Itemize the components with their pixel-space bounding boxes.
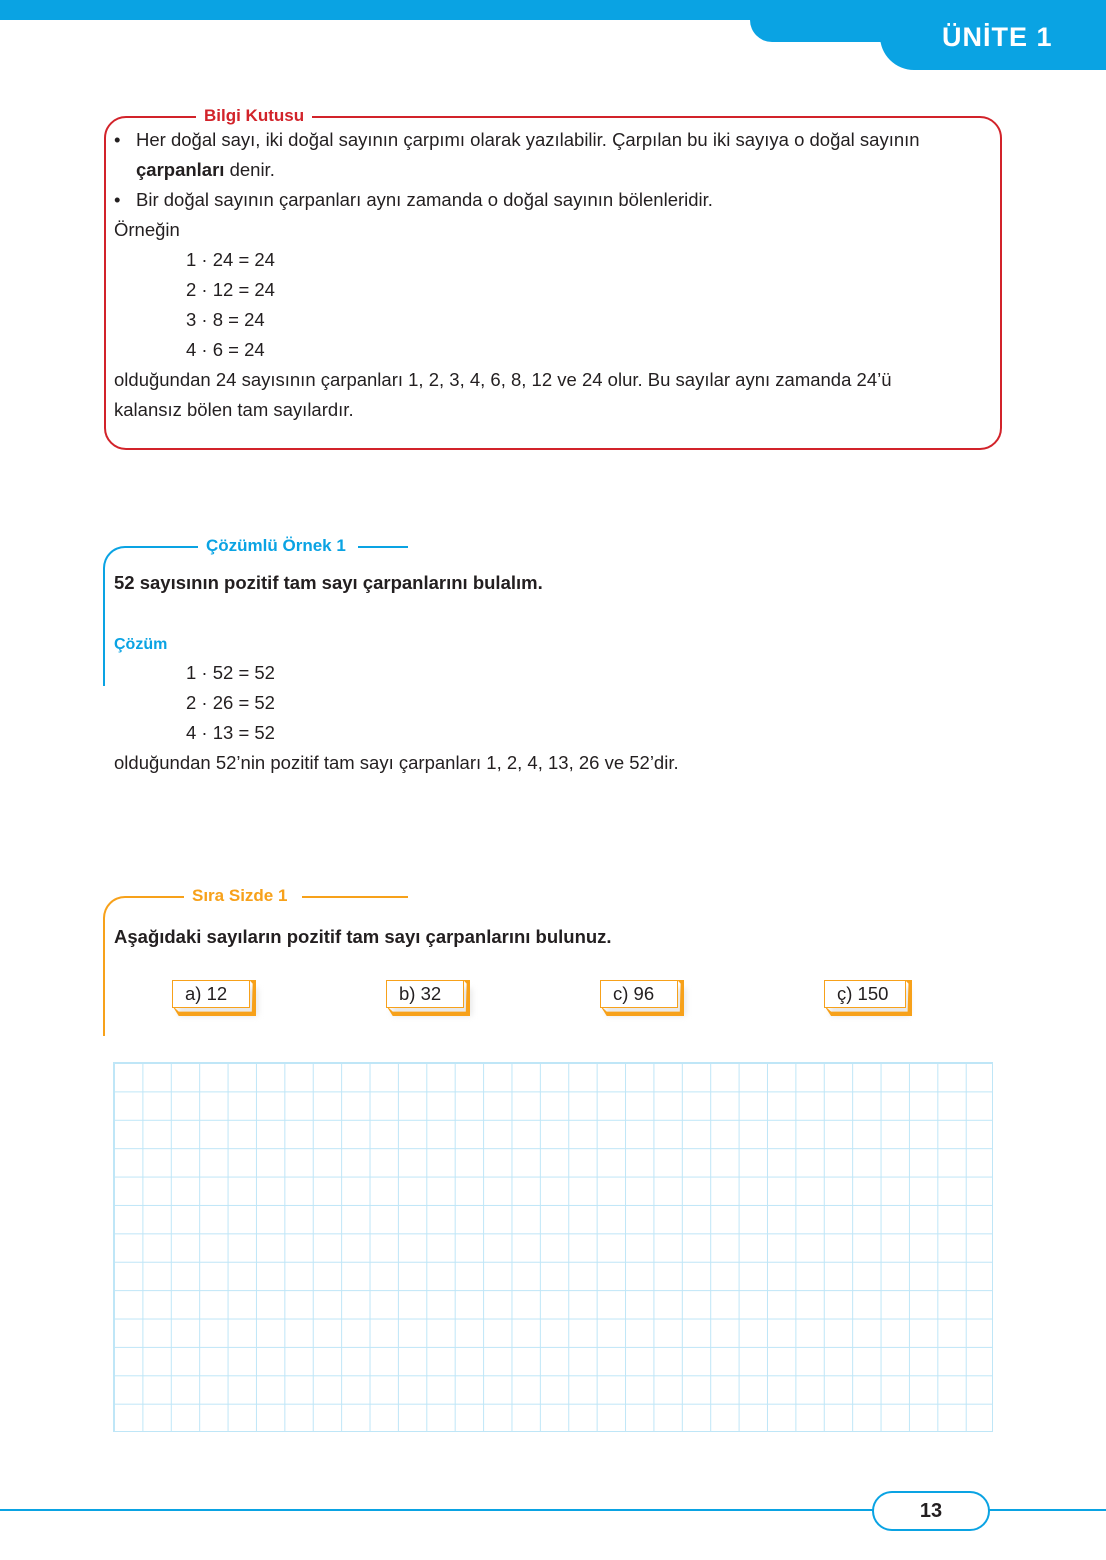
solution-conclusion: olduğundan 52’nin pozitif tam sayı çarpanları 1, 2, 4, 13, 26 ve 52’dir. — [114, 752, 679, 773]
info-bullet-2: Bir doğal sayının çarpanları aynı zamanda o doğal sayının bölenleridir. — [136, 189, 713, 210]
info-equation: 3 · 8 = 24 — [186, 309, 265, 330]
unit-label: ÜNİTE 1 — [880, 0, 1106, 70]
solution-equation: 1 · 52 = 52 — [186, 662, 275, 683]
your-turn-title: Sıra Sizde 1 — [184, 886, 295, 906]
page-number: 13 — [872, 1491, 990, 1531]
solution-equation: 2 · 26 = 52 — [186, 692, 275, 713]
solution-equation: 4 · 13 = 52 — [186, 722, 275, 743]
answer-grid[interactable] — [113, 1062, 993, 1432]
solution-label: Çözüm — [114, 636, 168, 653]
info-box-title: Bilgi Kutusu — [196, 106, 312, 126]
exercise-chip-d — [824, 980, 904, 1010]
solved-example-title: Çözümlü Örnek 1 — [198, 536, 354, 556]
exercise-label-b: b) 32 — [386, 980, 464, 1008]
exercise-chip-a — [172, 980, 252, 1010]
info-equation: 4 · 6 = 24 — [186, 339, 265, 360]
info-conclusion-line-1: olduğundan 24 sayısının çarpanları 1, 2, 3, 4, 6, 8, 12 ve 24 olur. Bu sayılar aynı zamanda 24’ü — [114, 369, 892, 390]
example-label: Örneğin — [114, 219, 180, 240]
exercise-label-c: c) 96 — [600, 980, 678, 1008]
solved-example-question: 52 sayısının pozitif tam sayı çarpanlarını bulalım. — [114, 572, 543, 593]
bullet-icon: • — [114, 129, 121, 150]
info-conclusion-line-2: kalansız bölen tam sayılardır. — [114, 399, 354, 420]
solved-example-title-line — [358, 546, 408, 548]
header-notch — [750, 0, 900, 42]
info-bullet-1-line-2 — [136, 155, 275, 185]
info-equation: 1 · 24 = 24 — [186, 249, 275, 270]
factors-term-rest: denir. — [224, 159, 275, 180]
info-bullet-1-line-1: Her doğal sayı, iki doğal sayının çarpımı olarak yazılabilir. Çarpılan bu iki sayıya o doğal sayının — [136, 129, 920, 150]
info-equation: 2 · 12 = 24 — [186, 279, 275, 300]
bullet-icon: • — [114, 189, 121, 210]
your-turn-title-line — [302, 896, 408, 898]
factors-term: çarpanları — [136, 159, 225, 180]
exercise-label-a: a) 12 — [172, 980, 250, 1008]
exercise-chip-c — [600, 980, 680, 1010]
exercise-chip-b — [386, 980, 466, 1010]
your-turn-question: Aşağıdaki sayıların pozitif tam sayı çarpanlarını bulunuz. — [114, 926, 612, 947]
exercise-label-d: ç) 150 — [824, 980, 906, 1008]
